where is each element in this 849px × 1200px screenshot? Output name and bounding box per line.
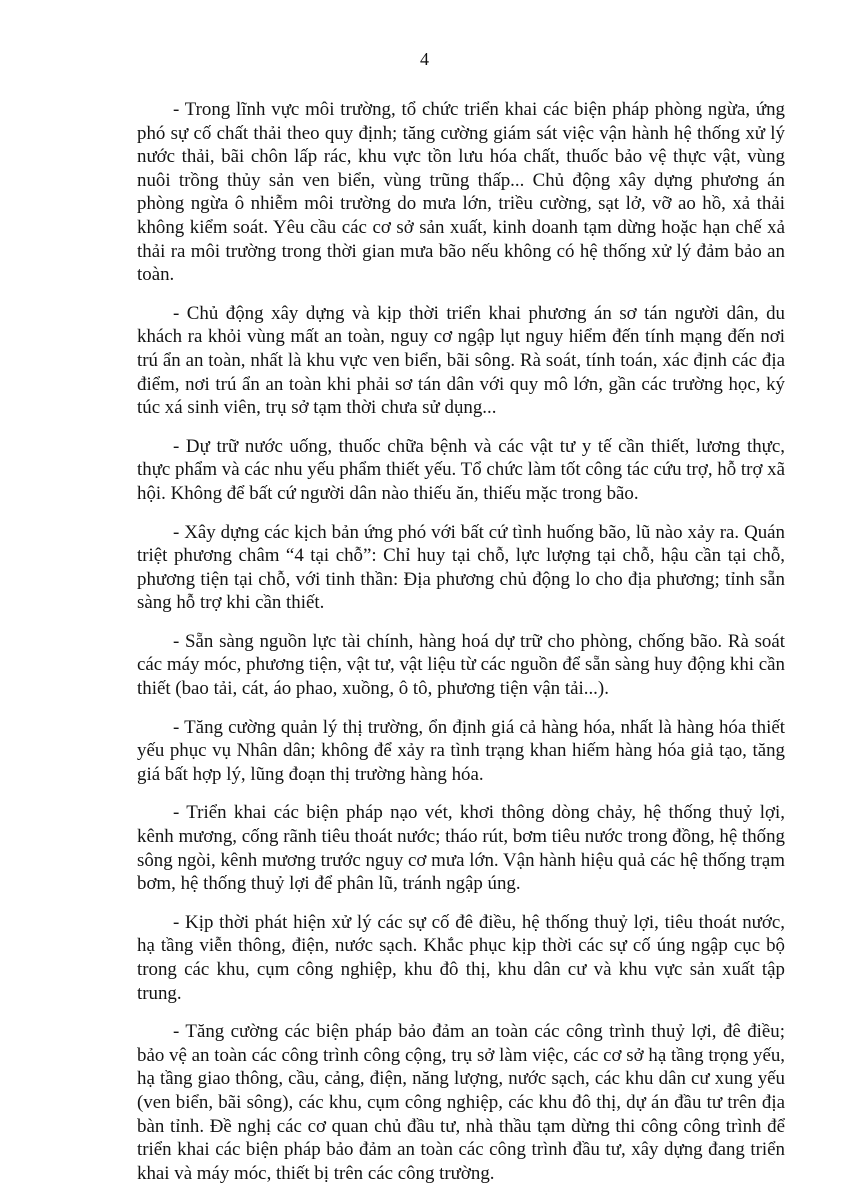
paragraph-reserves: - Dự trữ nước uống, thuốc chữa bệnh và các vật tư y tế cần thiết, lương thực, thực phẩm và các nhu yếu phẩm thiết yếu. Tổ chức làm tốt công tác cứu trợ, hỗ trợ xã hội. Không để bất cứ người dân nào thiếu ăn, thiếu mặc trong bão. <box>137 435 785 504</box>
paragraph-environment: - Trong lĩnh vực môi trường, tổ chức triển khai các biện pháp phòng ngừa, ứng phó sự cố chất thải theo quy định; tăng cường giám sát việc vận hành hệ thống xử lý nước thải, bãi chôn lấp rác, khu vực tồn lưu hóa chất, thuốc bảo vệ thực vật, vùng nuôi trồng thủy sản ven biển, vùng trũng thấp... Chủ động xây dựng phương án phòng ngừa ô nhiễm môi trường do mưa lớn, triều cường, sạt lở, vỡ ao hồ, xả thải không kiểm soát. Yêu cầu các cơ sở sản xuất, kinh doanh tạm dừng hoặc hạn chế xả thải ra môi trường trong thời gian mưa bão nếu không có hệ thống xử lý đảm bảo an toàn. <box>137 99 785 286</box>
paragraph-resources: - Sẵn sàng nguồn lực tài chính, hàng hoá dự trữ cho phòng, chống bão. Rà soát các máy móc, phương tiện, vật tư, vật liệu từ các nguồn để sẵn sàng huy động khi cần thiết (bao tải, cát, áo phao, xuồng, ô tô, phương tiện vận tải...). <box>137 630 785 700</box>
page-number: 4 <box>420 49 429 69</box>
paragraph-incident-handling: - Kịp thời phát hiện xử lý các sự cố đê điều, hệ thống thuỷ lợi, tiêu thoát nước, hạ tầng viễn thông, điện, nước sạch. Khắc phục kịp thời các sự cố úng ngập cục bộ trong các khu, cụm công nghiệp, khu đô thị, khu dân cư và khu vực sản xuất tập trung. <box>137 911 785 1004</box>
paragraph-evacuation: - Chủ động xây dựng và kịp thời triển khai phương án sơ tán người dân, du khách ra khỏi vùng mất an toàn, nguy cơ ngập lụt nguy hiểm đến tính mạng đến nơi trú ẩn an toàn, nhất là khu vực ven biển, bãi sông. Rà soát, tính toán, xác định các địa điểm, nơi trú ẩn an toàn khi phải sơ tán dân với quy mô lớn, gần các trường học, ký túc xá sinh viên, trụ sở tạm thời chưa sử dụng... <box>137 302 785 419</box>
paragraph-infrastructure-safety: - Tăng cường các biện pháp bảo đảm an toàn các công trình thuỷ lợi, đê điều; bảo vệ an toàn các công trình công cộng, trụ sở làm việc, các cơ sở hạ tầng trọng yếu, hạ tầng giao thông, cầu, cảng, điện, năng lượng, nước sạch, các khu dân cư xung yếu (ven biển, bãi sông), các khu, cụm công nghiệp, các khu đô thị, dự án đầu tư trên địa bàn tỉnh. Đề nghị các cơ quan chủ đầu tư, nhà thầu tạm dừng thi công công trình để triển khai các biện pháp bảo đảm an toàn các công trình đầu tư, xây dựng đang triển khai và máy móc, thiết bị trên các công trường. <box>137 1021 785 1184</box>
paragraph-market-management: - Tăng cường quản lý thị trường, ổn định giá cả hàng hóa, nhất là hàng hóa thiết yếu phục vụ Nhân dân; không để xảy ra tình trạng khan hiếm hàng hóa giả tạo, tăng giá bất hợp lý, lũng đoạn thị trường hàng hóa. <box>137 716 785 785</box>
paragraph-response-scenarios: - Xây dựng các kịch bản ứng phó với bất cứ tình huống bão, lũ nào xảy ra. Quán triệt phương châm “4 tại chỗ”: Chỉ huy tại chỗ, lực lượng tại chỗ, hậu cần tại chỗ, phương tiện tại chỗ, với tinh thần: Địa phương chủ động lo cho địa phương; tỉnh sẵn sàng hỗ trợ khi cần thiết. <box>137 521 785 614</box>
paragraph-drainage: - Triển khai các biện pháp nạo vét, khơi thông dòng chảy, hệ thống thuỷ lợi, kênh mương, cống rãnh tiêu thoát nước; tháo rút, bơm tiêu nước trong đồng, hệ thống sông ngòi, kênh mương trước nguy cơ mưa lớn. Vận hành hiệu quả các hệ thống trạm bơm, hệ thống thuỷ lợi để phân lũ, tránh ngập úng. <box>137 802 785 895</box>
document-body <box>137 98 785 1185</box>
